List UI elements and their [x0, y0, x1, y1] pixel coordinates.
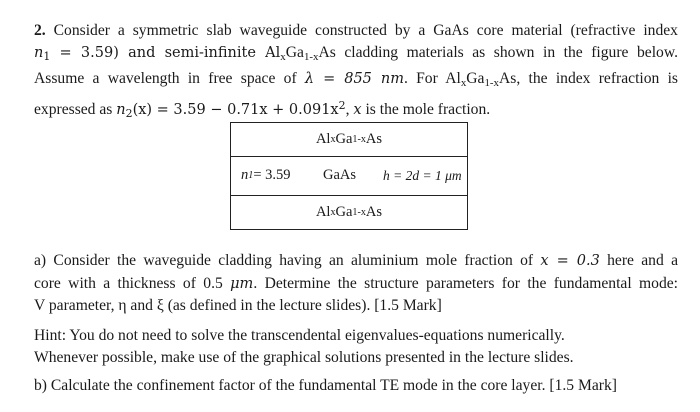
upper-cladding-layer: Al x Ga 1-x As	[231, 123, 467, 157]
problem-2-line-3: Assume a wavelength in free space of λ = 855 nm. For $Al_xGa_{1-x}As$, the index refraction is	[34, 70, 679, 89]
core-thickness-label: h = 2d = 1 μm	[383, 167, 462, 183]
part-b	[34, 375, 678, 397]
part-a-line-2: core with a thickness of 0.5 μm. Determine the structure parameters for the fundamental mode:	[34, 274, 679, 292]
problem-2-statement	[34, 20, 678, 124]
lower-cladding-layer: Al x Ga 1-x As	[315, 204, 383, 220]
core-layer	[231, 156, 467, 196]
part-a	[34, 250, 678, 317]
problem-2-line-4: expressed as $n_2(x) = 3.59 - 0.71x + 0.091x^2$, x is the mole fraction.	[34, 98, 491, 120]
part-a-line-1: a) Consider the waveguide cladding having an aluminium mole fraction of x = 0.3 here and a	[34, 252, 678, 269]
core-index-label: n 1 = 3.59	[241, 167, 291, 183]
part-b-line-1: b) Calculate the confinement factor of the fundamental TE mode in the core layer. [1.5 Mark]	[34, 377, 617, 394]
problem-2-line-1: 2. Consider a symmetric slab waveguide constructed by a GaAs core material (refractive index	[34, 22, 678, 39]
index-formula: n	[116, 101, 126, 118]
problem-2-line-2: $n_1 = 3.59$) and semi-infinite $Al_xGa_{1-x}As$ cladding materials as shown in the figure below.	[34, 43, 678, 63]
core-material-label: GaAs	[323, 167, 357, 183]
hint-line-2: Whenever possible, make use of the graphical solutions presented in the lecture slides.	[34, 348, 574, 366]
wavelength-value: λ = 855 nm	[304, 71, 404, 87]
waveguide-diagram	[230, 122, 468, 230]
problem-number: 2.	[34, 22, 46, 39]
hint	[34, 325, 678, 368]
part-a-line-3: V parameter, η and ξ (as defined in the lecture slides). [1.5 Mark]	[34, 297, 442, 314]
hint-line-1: Hint: You do not need to solve the transcendental eigenvalues-equations numerically.	[34, 327, 565, 344]
